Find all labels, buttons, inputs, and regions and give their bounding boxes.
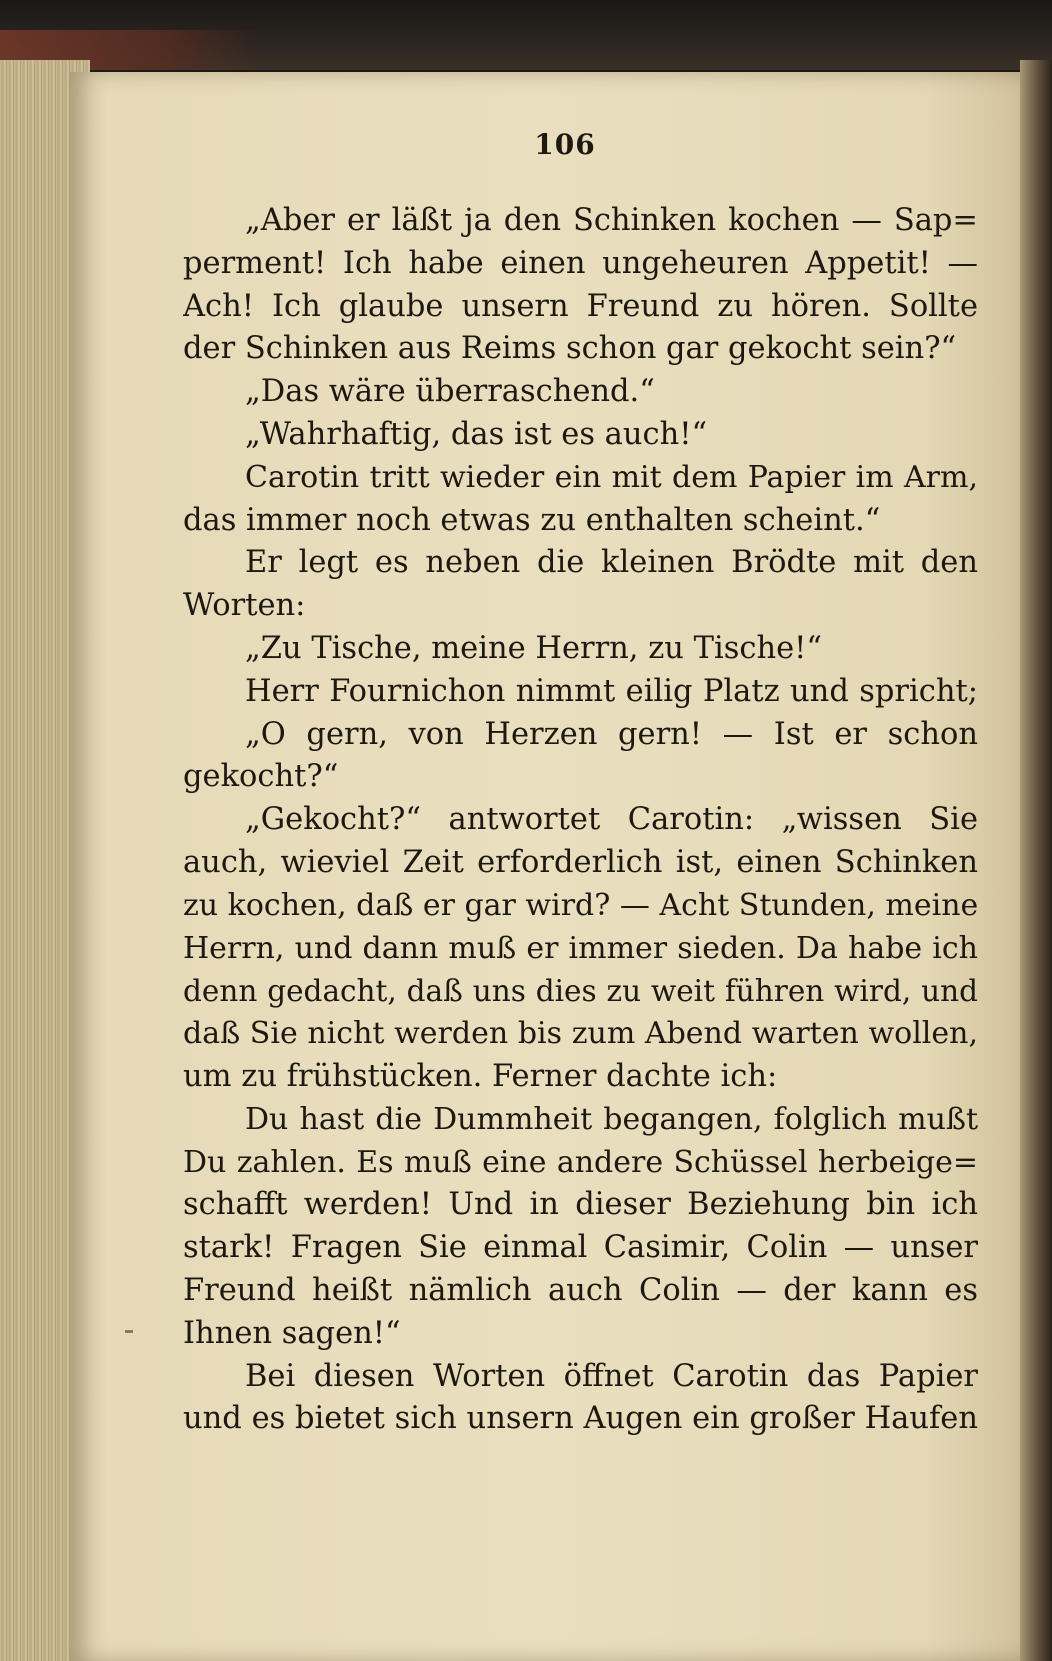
page-edge-right <box>1020 60 1052 1661</box>
text-line: Freund heißt nämlich auch Colin — der kann es <box>183 1272 978 1308</box>
text-line: Du zahlen. Es muß eine andere Schüssel herbeige= <box>183 1144 978 1180</box>
text-line: Herrn, und dann muß er immer sieden. Da habe ich <box>183 930 978 966</box>
text-line: Ach! Ich glaube unsern Freund zu hören. Sollte <box>183 288 978 324</box>
text-line: Worten: <box>183 588 306 624</box>
text-line: Ihnen sagen!“ <box>183 1315 401 1351</box>
body-text <box>183 200 978 1441</box>
text-line: „Aber er läßt ja den Schinken kochen — Sap= <box>245 203 978 238</box>
text-line: „Zu Tische, meine Herrn, zu Tische!“ <box>245 630 822 666</box>
text-line: Er legt es neben die kleinen Brödte mit den <box>245 545 978 581</box>
text-line: stark! Fragen Sie einmal Casimir, Colin — unser <box>183 1230 978 1266</box>
text-line: Du hast die Dummheit begangen, folglich mußt <box>245 1101 978 1137</box>
text-line: „O gern, von Herzen gern! — Ist er schon <box>245 716 978 752</box>
text-line: und es bietet sich unsern Augen ein großer Haufen <box>183 1401 978 1437</box>
text-line: um zu frühstücken. Ferner dachte ich: <box>183 1058 778 1094</box>
text-line: „Das wäre überraschend.“ <box>245 374 655 410</box>
text-line: „Gekocht?“ antwortet Carotin: „wissen Sie <box>245 802 978 838</box>
text-line: perment! Ich habe einen ungeheuren Appetit! — <box>183 245 978 281</box>
text-line: schafft werden! Und in dieser Beziehung bin ich <box>183 1187 978 1223</box>
text-line: gekocht?“ <box>183 759 339 795</box>
text-line: Bei diesen Worten öffnet Carotin das Papier <box>245 1358 978 1394</box>
margin-mark <box>125 1330 133 1333</box>
text-line: daß Sie nicht werden bis zum Abend warten wollen, <box>183 1016 978 1052</box>
text-line: das immer noch etwas zu enthalten scheint.“ <box>183 502 881 538</box>
text-line: auch, wieviel Zeit erforderlich ist, einen Schinken <box>183 844 978 880</box>
text-line: zu kochen, daß er gar wird? — Acht Stunden, meine <box>183 887 978 923</box>
page-number: 106 <box>534 128 596 161</box>
text-line: Carotin tritt wieder ein mit dem Papier im Arm, <box>245 459 978 495</box>
text-line: „Wahrhaftig, das ist es auch!“ <box>245 416 708 452</box>
text-line: der Schinken aus Reims schon gar gekocht sein?“ <box>183 331 957 367</box>
text-line: Herr Fournichon nimmt eilig Platz und spricht; <box>245 673 978 709</box>
text-line: denn gedacht, daß uns dies zu weit führen wird, und <box>183 974 978 1009</box>
